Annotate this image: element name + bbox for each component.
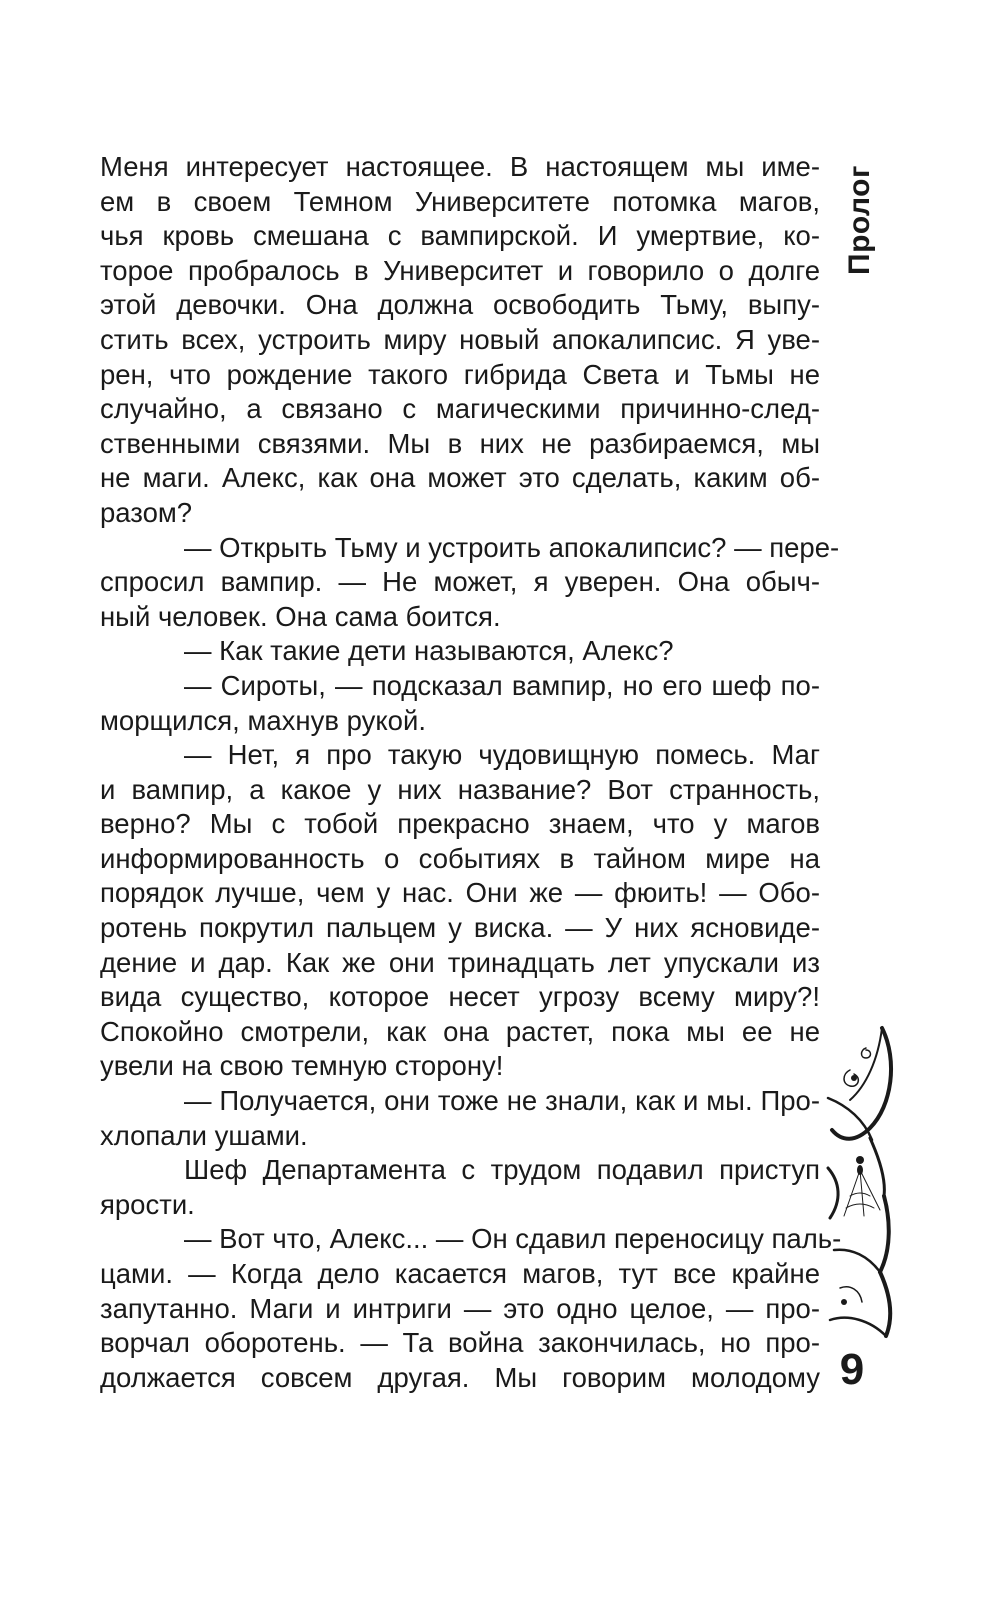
text-line: спросил вампир. — Не может, я уверен. Она обыч- bbox=[100, 566, 820, 598]
text-line: рен, что рождение такого гибрида Света и Тьмы не bbox=[100, 358, 820, 390]
decorative-ornament-icon bbox=[820, 1020, 910, 1340]
text-line: ворчал оборотень. — Та война закончилась, но про- bbox=[100, 1327, 820, 1359]
text-line: — Нет, я про такую чудовищную помесь. Маг bbox=[184, 739, 820, 771]
text-line: этой девочки. Она должна освободить Тьму, выпу- bbox=[100, 289, 820, 321]
text-line: торое пробралось в Университет и говорило о долге bbox=[100, 254, 820, 286]
text-line: порядок лучше, чем у нас. Они же — фюить! — Обо- bbox=[100, 877, 820, 909]
text-line: Меня интересует настоящее. В настоящем мы име- bbox=[100, 151, 820, 182]
text-line: запутанно. Маги и интриги — это одно целое, — про- bbox=[100, 1292, 820, 1324]
text-line: верно? Мы с тобой прекрасно знаем, что у магов bbox=[100, 808, 820, 840]
text-line: должается совсем другая. Мы говорим молодому bbox=[100, 1361, 820, 1393]
text-line: ротень покрутил пальцем у виска. — У них ясновиде- bbox=[100, 912, 820, 944]
text-line: — Сироты, — подсказал вампир, но его шеф по- bbox=[184, 669, 820, 701]
text-line: — Получается, они тоже не знали, как и мы. Про- bbox=[184, 1085, 820, 1117]
text-line: — Вот что, Алекс... — Он сдавил переносицу паль- bbox=[184, 1223, 842, 1255]
text-line: случайно, а связано с магическими причинно-след- bbox=[100, 393, 820, 425]
text-line: ем в своем Темном Университете потомка магов, bbox=[100, 185, 820, 217]
page-number: 9 bbox=[839, 1345, 865, 1394]
text-line: ный человек. Она сама боится. bbox=[100, 600, 501, 632]
text-line: увели на свою темную сторону! bbox=[100, 1050, 504, 1082]
text-line: Шеф Департамента с трудом подавил приступ bbox=[184, 1154, 820, 1186]
text-line: разом? bbox=[100, 496, 193, 528]
text-line: ярости. bbox=[100, 1188, 195, 1220]
text-line: — Открыть Тьму и устроить апокалипсис? — пере- bbox=[184, 531, 840, 563]
text-line: цами. — Когда дело касается магов, тут все крайне bbox=[100, 1258, 820, 1289]
text-line: дение и дар. Как же они тринадцать лет упускали из bbox=[100, 946, 820, 978]
text-line: — Как такие дети называются, Алекс? bbox=[184, 635, 674, 667]
text-line: стить всех, устроить миру новый апокалипсис. Я уве- bbox=[100, 323, 820, 355]
text-line: ственными связями. Мы в них не разбираемся, мы bbox=[100, 427, 820, 459]
text-line: чья кровь смешана с вампирской. И умертвие, ко- bbox=[100, 220, 820, 252]
text-line: не маги. Алекс, как она может это сделать, каким об- bbox=[100, 462, 820, 494]
text-line: Спокойно смотрели, как она растет, пока мы ее не bbox=[100, 1015, 820, 1047]
text-line: и вампир, а какое у них название? Вот странность, bbox=[100, 773, 820, 805]
text-line: морщился, махнув рукой. bbox=[100, 704, 426, 736]
text-line: вида существо, которое несет угрозу всему миру?! bbox=[100, 981, 820, 1013]
body-text bbox=[100, 150, 842, 1395]
text-line: хлопали ушами. bbox=[100, 1119, 308, 1151]
running-head-text: Пролог bbox=[843, 165, 876, 275]
running-head bbox=[842, 160, 878, 280]
text-line: информированность о событиях в тайном мире на bbox=[100, 842, 820, 874]
